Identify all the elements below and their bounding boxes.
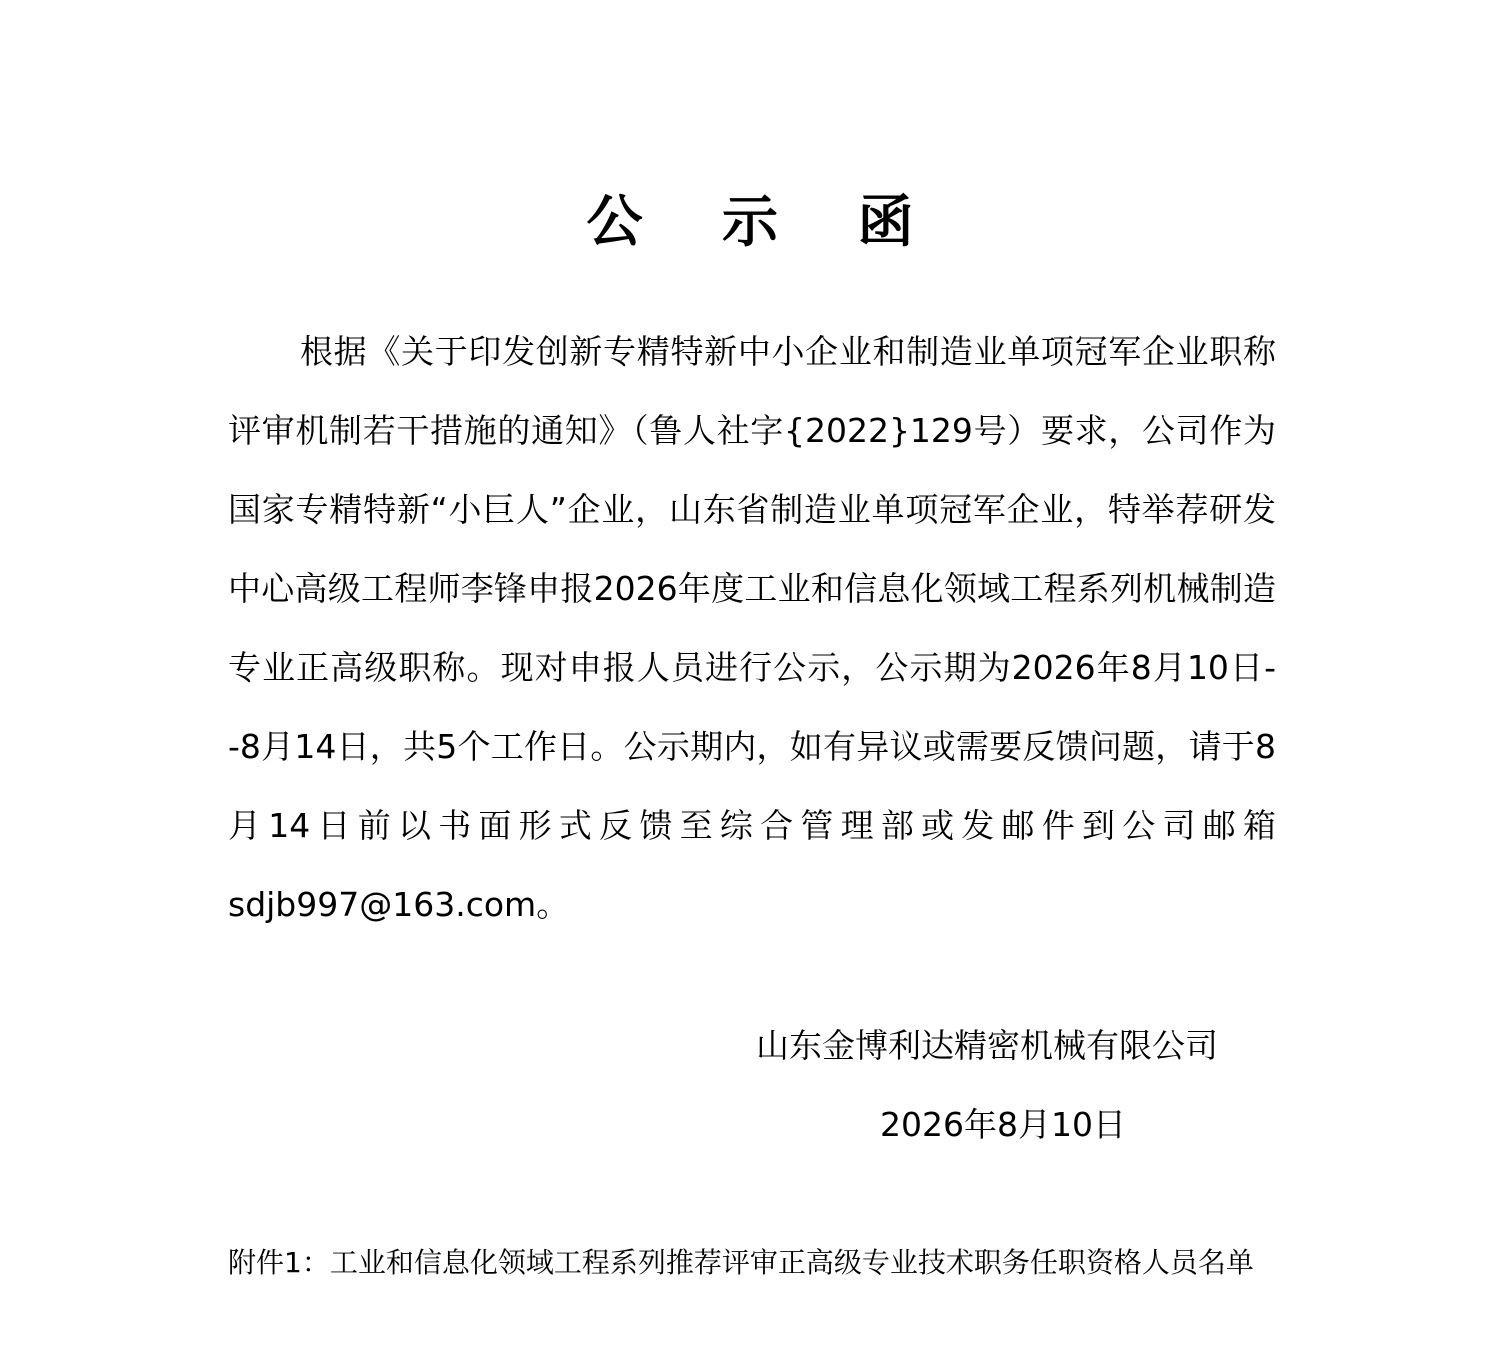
document-body bbox=[228, 312, 1276, 944]
attachment-note: 附件1：工业和信息化领域工程系列推荐评审正高级专业技术职务任职资格人员名单 bbox=[228, 1246, 1254, 1279]
document-title: 公 示 函 bbox=[586, 190, 944, 255]
signature-date: 2026年8月10日 bbox=[880, 1105, 1126, 1144]
body-paragraph: 根据《关于印发创新专精特新中小企业和制造业单项冠军企业职称评审机制若干措施的通知》（鲁人社字{2022}129号）要求，公司作为国家专精特新“小巨人”企业，山东省制造业单项冠军企业，特举荐研发中心高级工程师李锋申报2026年度工业和信息化领域工程系列机械制造专业正高级职称。现对申报人员进行公示，公示期为2026年8月10日--8月14日，共5个工作日。公示期内，如有异议或需要反馈问题，请于8月14日前以书面形式反馈至综合管理部或发邮件到公司邮箱sdjb997@163.com。 bbox=[228, 332, 1276, 924]
signer-company: 山东金博利达精密机械有限公司 bbox=[756, 1026, 1218, 1065]
